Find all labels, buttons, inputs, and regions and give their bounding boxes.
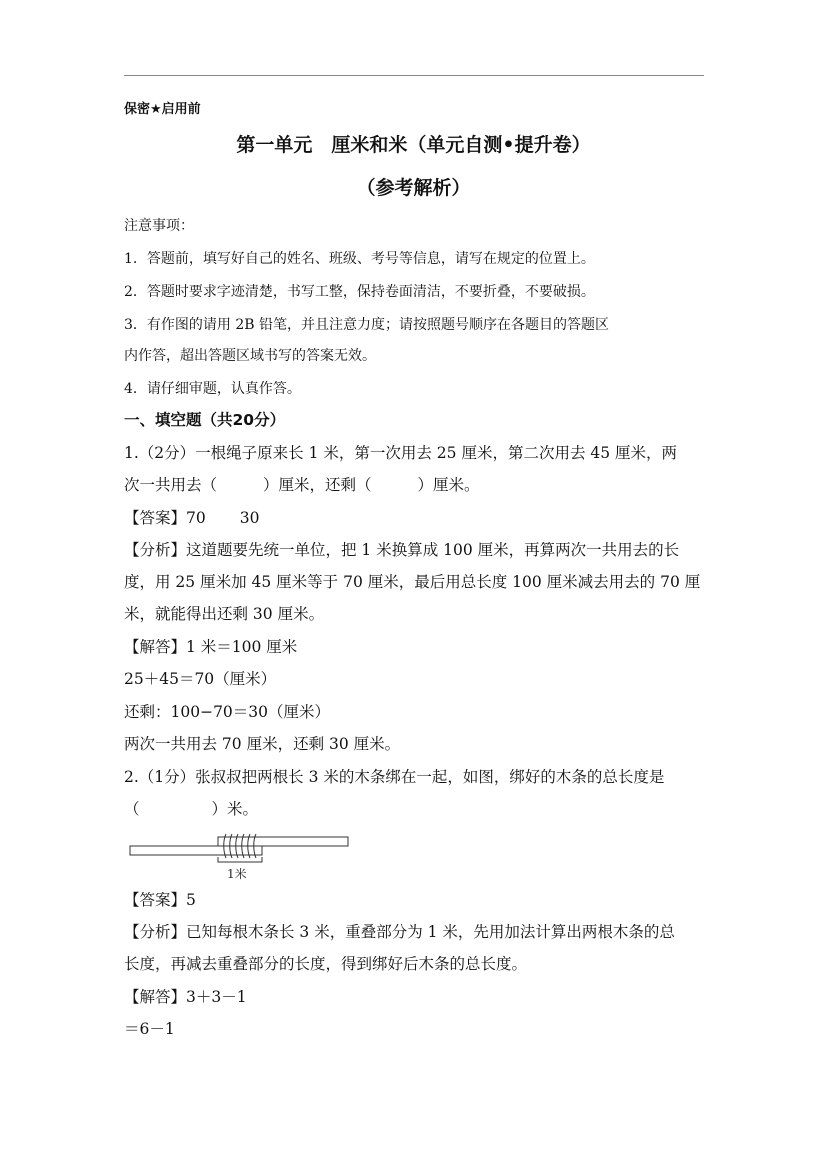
q1-line-2 (124, 475, 480, 495)
header-rule (124, 75, 704, 76)
overlap-label: 1米 (227, 867, 247, 881)
notice-item-2: 2．答题时要求字迹清楚，书写工整，保持卷面清洁，不要折叠，不要破损。 (124, 284, 595, 300)
q1-solution-line-2: 25＋45＝70（厘米） (124, 670, 277, 688)
q1-answer-label: 【答案】 (124, 509, 187, 527)
wood-strip-right (218, 837, 348, 846)
q1-answer-value-1: 70 (186, 509, 206, 527)
q2-solution-line-1: 【解答】3＋3－1 (124, 988, 247, 1006)
confidential-label: 保密★启用前 (124, 102, 201, 117)
q2-line-2 (124, 799, 258, 819)
q2-analysis-line-2: 长度，再减去重叠部分的长度，得到绑好后木条的总长度。 (124, 955, 528, 973)
q2-answer: 【答案】5 (124, 891, 196, 909)
q1-analysis-line-3: 米，就能得出还剩 30 厘米。 (124, 605, 325, 623)
notice-item-4: 4．请仔细审题，认真作答。 (124, 381, 301, 397)
q1-solution-line-3: 还剩：100−70＝30（厘米） (124, 703, 331, 721)
q2-line-1: 2.（1分）张叔叔把两根长 3 米的木条绑在一起，如图，绑好的木条的总长度是 (124, 768, 665, 786)
section-heading: 一、填空题（共20分） (124, 411, 286, 429)
page-title: 第一单元 厘米和米（单元自测•提升卷） (236, 134, 591, 156)
page-subtitle: （参考解析） (356, 177, 471, 199)
q1-analysis-line-1: 【分析】这道题要先统一单位，把 1 米换算成 100 厘米，再算两次一共用去的长 (124, 541, 680, 559)
notice-heading: 注意事项： (124, 218, 194, 234)
q1-analysis-line-2: 度，用 25 厘米加 45 厘米等于 70 厘米，最后用总长度 100 厘米减去用去的 70 厘 (124, 573, 701, 591)
notice-item-3-line-1: 3．有作图的请用 2B 铅笔，并且注意力度；请按照题号顺序在各题目的答题区 (124, 317, 610, 333)
q1-text-c: ）厘米。 (417, 476, 480, 494)
notice-item-1: 1．答题前，填写好自己的姓名、班级、考号等信息，请写在规定的位置上。 (124, 251, 595, 267)
q1-line-1: 1.（2分）一根绳子原来长 1 米，第一次用去 25 厘米，第二次用去 45 厘米，两 (124, 444, 678, 462)
q1-text-a: 次一共用去（ (124, 476, 218, 494)
q1-text-b: ）厘米，还剩（ (263, 476, 372, 494)
q1-solution-line-4: 两次一共用去 70 厘米，还剩 30 厘米。 (124, 735, 401, 753)
q1-solution-line-1: 【解答】1 米＝100 厘米 (124, 638, 298, 656)
q2-solution-line-2: ＝6－1 (124, 1020, 175, 1038)
q2-text-a: （ (124, 800, 140, 818)
q1-answer-value-2: 30 (239, 509, 260, 527)
q2-text-b: ）米。 (211, 800, 259, 818)
notice-item-3-line-2: 内作答，超出答题区域书写的答案无效。 (124, 348, 376, 364)
q1-answer (124, 508, 259, 528)
wood-strips-diagram (126, 826, 356, 884)
wood-strips-figure (126, 826, 356, 888)
q2-analysis-line-1: 【分析】已知每根木条长 3 米，重叠部分为 1 米，先用加法计算出两根木条的总 (124, 923, 675, 941)
